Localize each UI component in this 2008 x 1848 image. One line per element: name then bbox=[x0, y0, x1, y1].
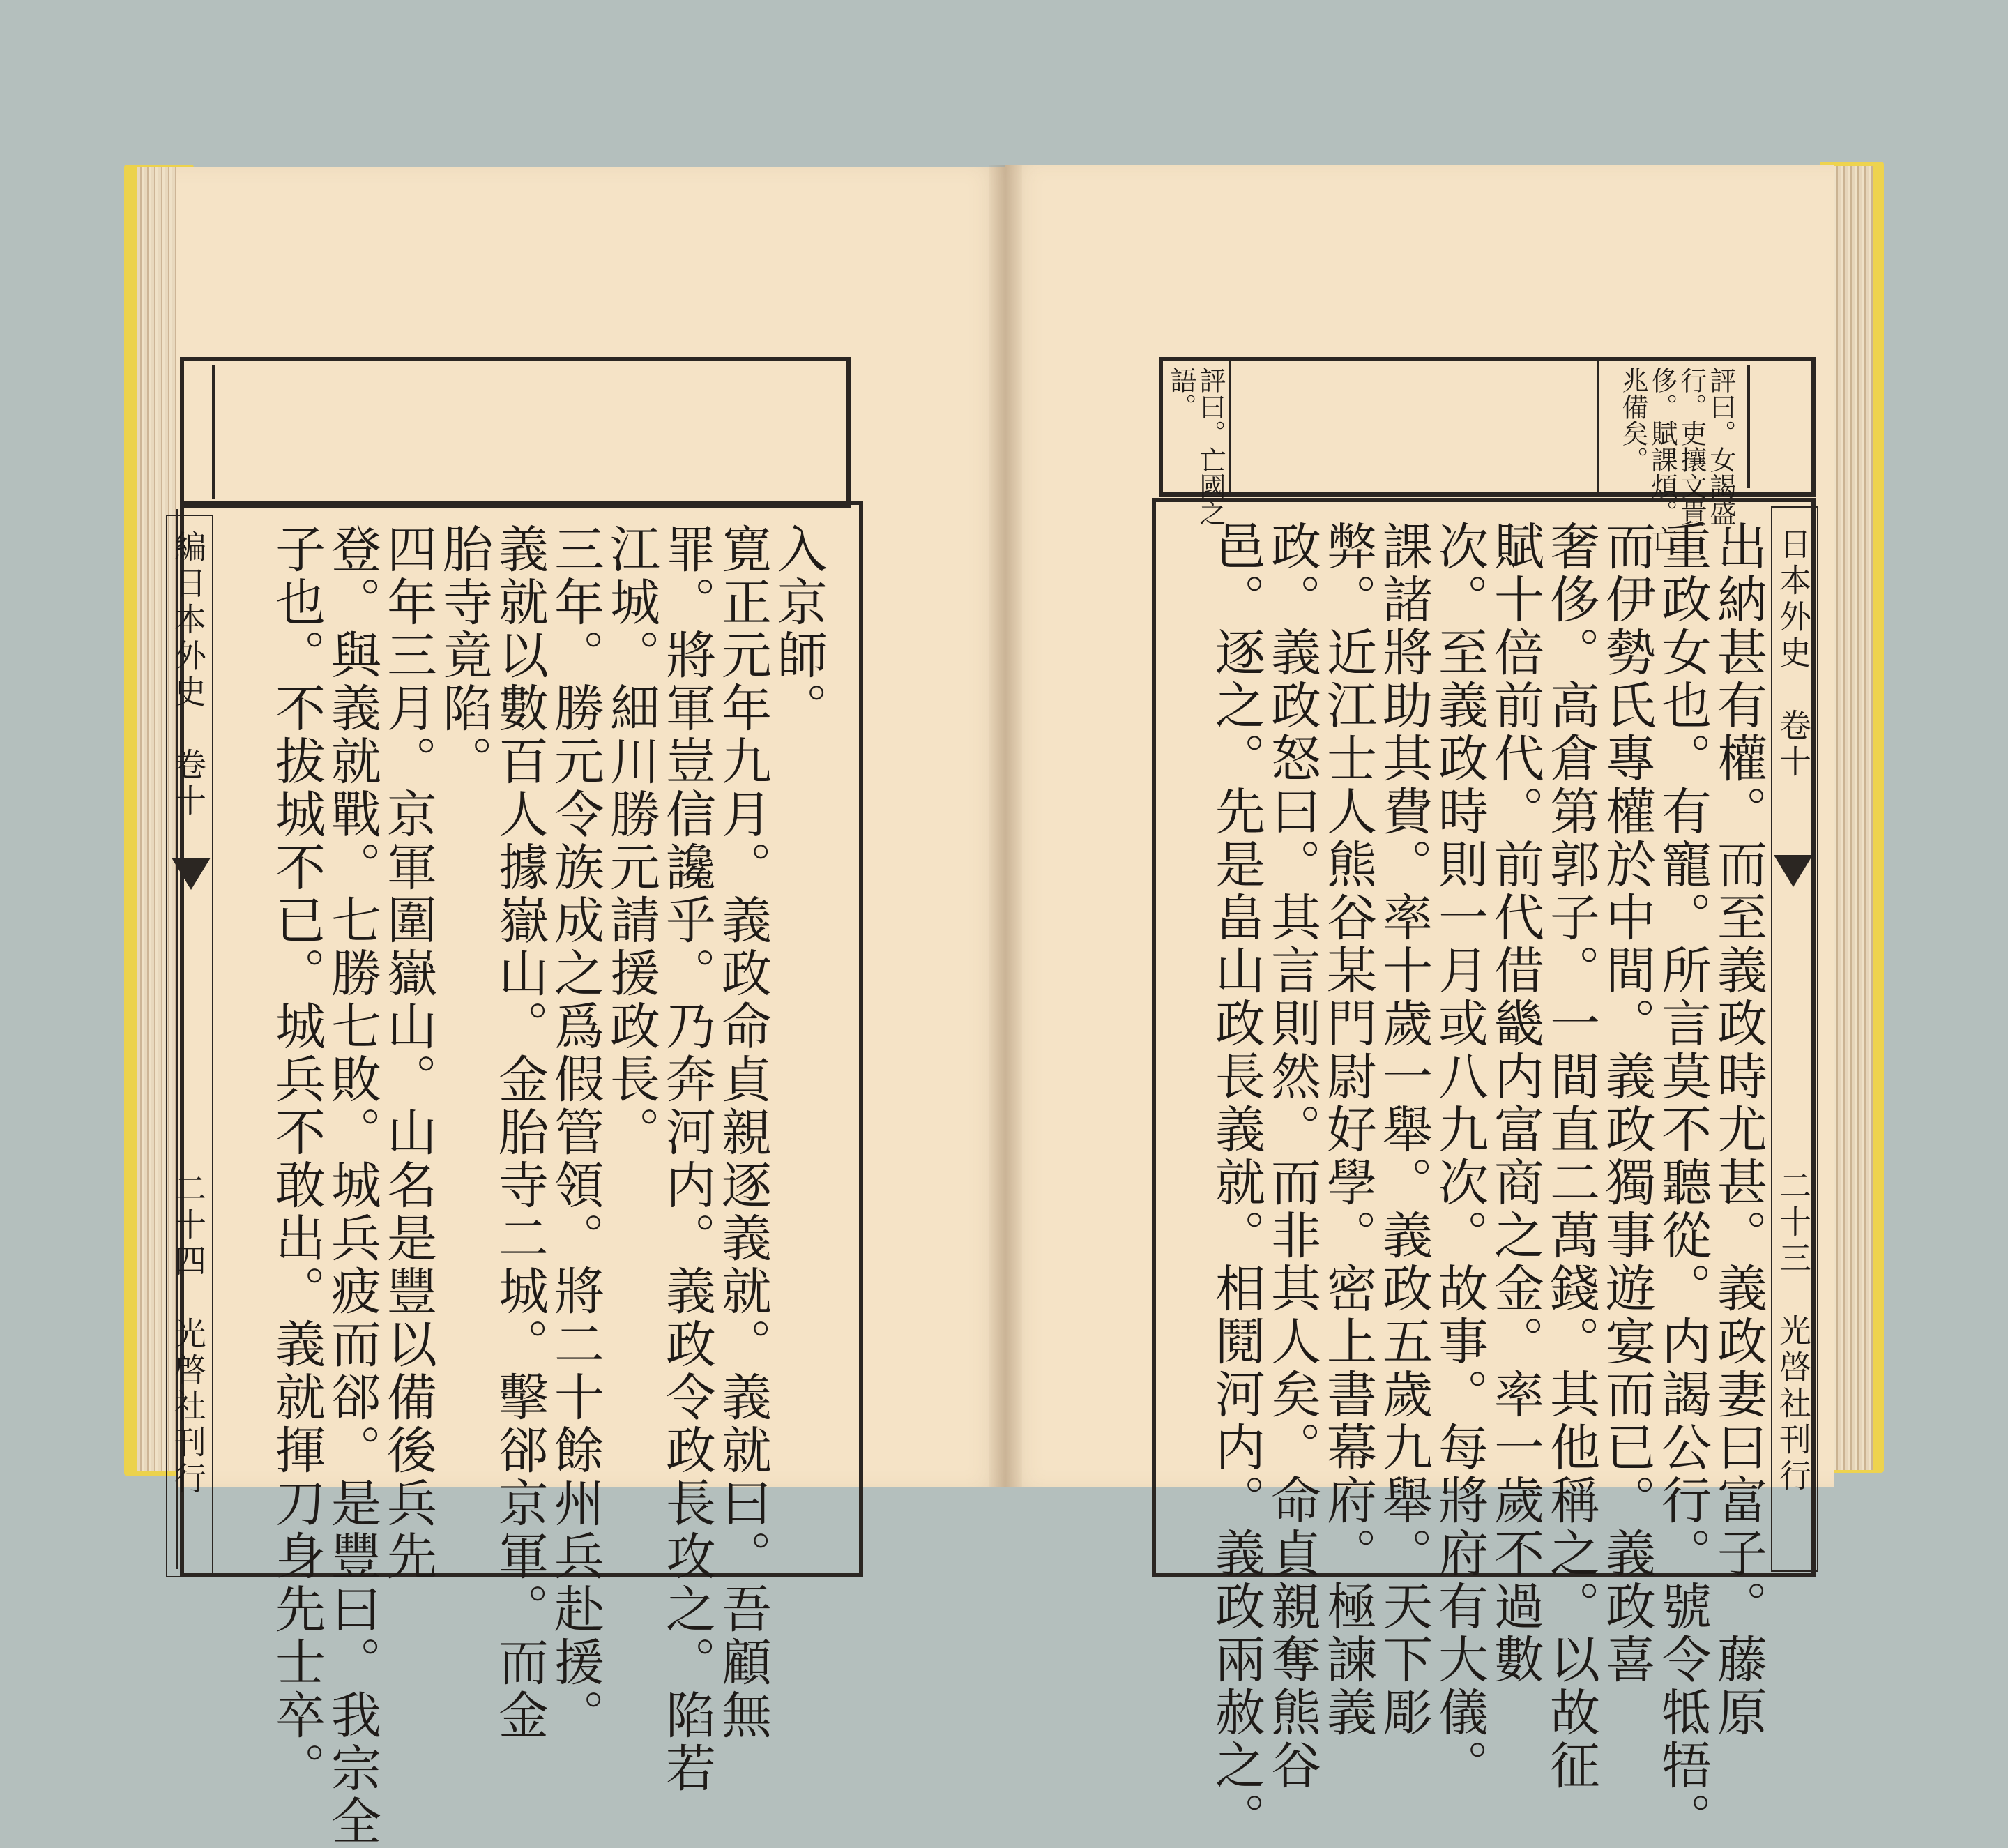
left-fishtail-mark bbox=[172, 858, 211, 890]
right-col-9: 政。義政怒曰。其言則然。而非其人矣。命貞親奪熊谷 bbox=[1263, 520, 1321, 1792]
right-spine-upper: 日本外史 卷十 bbox=[1774, 527, 1812, 781]
left-spine-lower: 二十四 光啓社刊行 bbox=[169, 1172, 207, 1498]
left-page bbox=[169, 167, 1005, 1848]
left-header-inner-rule bbox=[212, 365, 215, 499]
left-col-5: 三年。勝元令族成之爲假管領。將二十餘州兵赴援。 bbox=[546, 523, 604, 1742]
left-col-6: 義就以數百人據嶽山。金胎寺二城。擊郤京軍。而金 bbox=[490, 523, 549, 1742]
right-note-line-1: 評曰。女謁盛 bbox=[1705, 367, 1736, 526]
right-col-6: 次。至義政時則一月或八九次。故事。每將府有大儀。 bbox=[1430, 520, 1489, 1792]
right-header-inner-rule bbox=[1747, 365, 1750, 488]
left-col-10: 子也。不拔城不已。城兵不敢出。義就揮刀身先士卒。 bbox=[267, 523, 326, 1795]
right-col-7: 課諸將助其費。率十歲一舉。義政五歲九舉。天下彫 bbox=[1374, 520, 1433, 1739]
right-note-divider bbox=[1597, 361, 1599, 492]
right-col-1: 出納甚有權。而至義政時尤甚。義政妻曰富子。藤原 bbox=[1709, 520, 1767, 1739]
right-note-line-3: 侈。賦課煩。亡 bbox=[1647, 367, 1678, 552]
left-col-3: 罪。將軍豈信讒乎。乃奔河内。義政令政長攻之。陷若 bbox=[657, 523, 716, 1795]
right-note-line-2: 行。吏攘文貴 bbox=[1676, 367, 1707, 526]
right-col-10: 邑。逐之。先是畠山政長義就。相鬩河内。義政兩赦之。 bbox=[1207, 520, 1265, 1845]
right-col-4: 奢侈。高倉第郭子。一間直二萬錢。其他稱之。以故征 bbox=[1542, 520, 1600, 1792]
left-note-line-1: 評曰。亡國之 bbox=[1195, 367, 1226, 526]
left-spine-upper: 編日本外史 卷十 bbox=[169, 530, 207, 820]
right-spine-lower: 二十三 光啓社刊行 bbox=[1774, 1169, 1812, 1495]
left-col-1: 入京師。 bbox=[769, 523, 828, 735]
left-header-box bbox=[180, 357, 851, 508]
right-col-8: 弊。近江士人熊谷某門尉好學。密上書幕府。極諫義 bbox=[1318, 520, 1377, 1739]
left-col-8: 四年三月。京軍圍嶽山。山名是豐以備後兵先 bbox=[379, 523, 437, 1583]
right-col-3: 而伊勢氏專權於中間。義政獨事遊宴而已。義政喜 bbox=[1597, 520, 1656, 1686]
right-fishtail-mark bbox=[1774, 855, 1813, 887]
right-note-divider-2 bbox=[1229, 361, 1231, 492]
left-note-line-2: 語。 bbox=[1166, 367, 1196, 420]
right-page bbox=[1005, 165, 1834, 1845]
left-col-2: 寛正元年九月。義政命貞親逐義就。義就曰。吾顧無 bbox=[713, 523, 772, 1742]
book-gutter bbox=[989, 165, 1022, 1487]
left-col-9: 登。與義就戰。七勝七敗。城兵疲而郤。是豐曰。我宗全 bbox=[323, 523, 381, 1848]
right-note-line-4: 兆備矣。 bbox=[1618, 367, 1648, 473]
left-col-4: 江城。細川勝元請援政長。 bbox=[602, 523, 660, 1159]
left-col-7: 胎寺竟陷。 bbox=[434, 523, 493, 788]
right-col-2: 重政女也。有寵。所言莫不聽從。内謁公行。號令牴牾。 bbox=[1653, 520, 1712, 1845]
right-col-5: 賦十倍前代。前代借畿内富商之金。率一歲不過數 bbox=[1486, 520, 1544, 1686]
